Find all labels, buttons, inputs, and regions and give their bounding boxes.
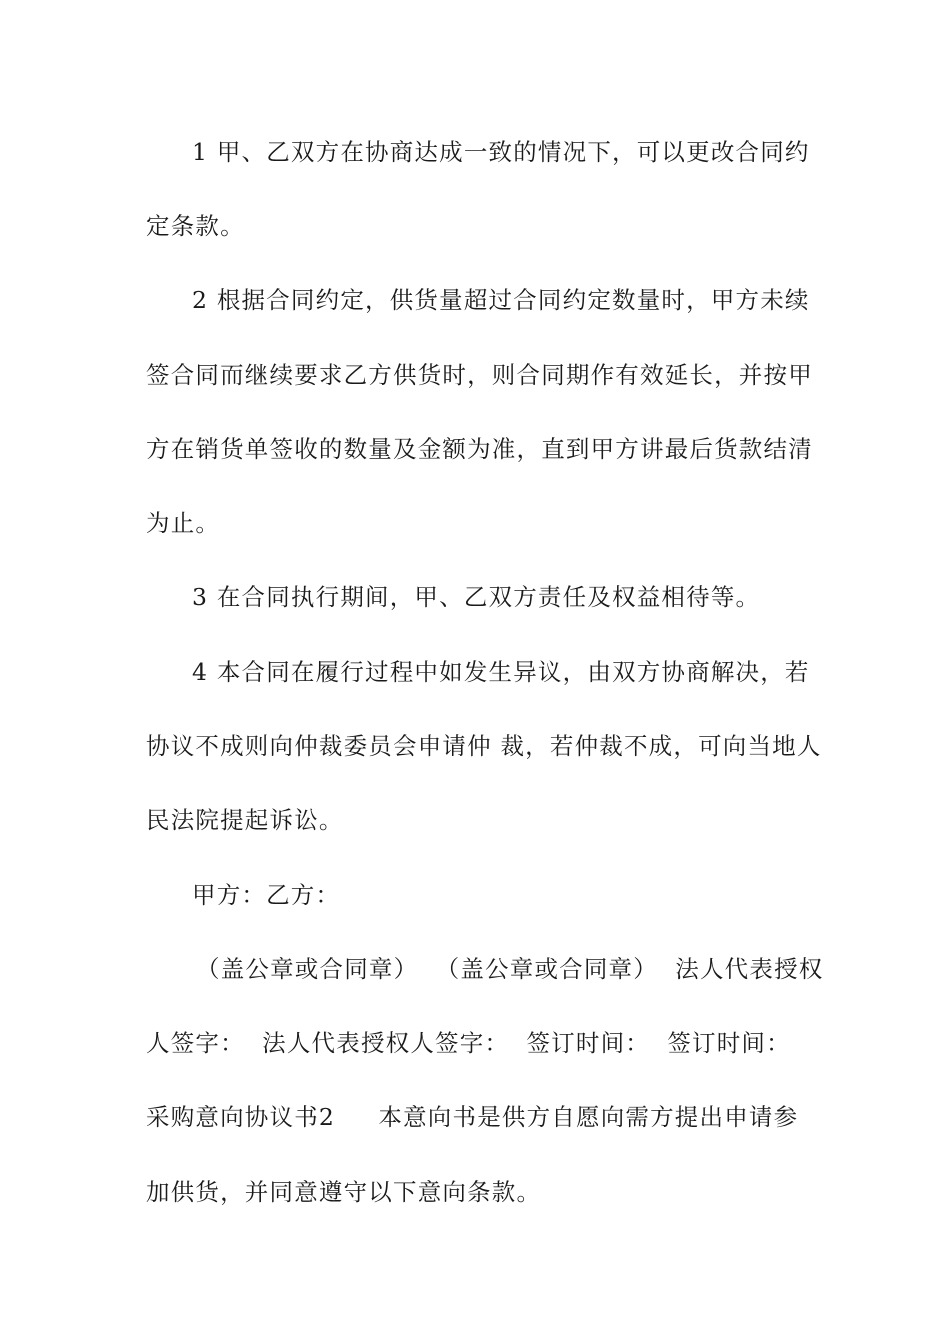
clause-3-line-1: 3 在合同执行期间，甲、乙双方责任及权益相待等。 bbox=[192, 583, 761, 611]
clause-1-line-1: 1 甲、乙双方在协商达成一致的情况下，可以更改合同约 bbox=[192, 138, 810, 166]
clause-4-line-2: 协议不成则向仲裁委员会申请仲 裁，若仲裁不成，可向当地人 bbox=[146, 732, 822, 760]
clause-4-line-3: 民法院提起诉讼。 bbox=[146, 806, 344, 834]
clause-2-line-4: 为止。 bbox=[146, 509, 221, 537]
clause-2-line-2: 签合同而继续要求乙方供货时，则合同期作有效延长，并按甲 bbox=[146, 361, 813, 389]
intent-letter-line-2: 加供货，并同意遵守以下意向条款。 bbox=[146, 1178, 542, 1206]
clause-2-line-3: 方在销货单签收的数量及金额为准，直到甲方讲最后货款结清 bbox=[146, 435, 813, 463]
clause-1-line-2: 定条款。 bbox=[146, 212, 245, 240]
seal-line: （盖公章或合同章） （盖公章或合同章） 法人代表授权 bbox=[196, 955, 824, 983]
clause-2-line-1: 2 根据合同约定，供货量超过合同约定数量时，甲方未续 bbox=[192, 286, 810, 314]
parties-line: 甲方：乙方： bbox=[192, 881, 341, 909]
clause-4-line-1: 4 本合同在履行过程中如发生异议，由双方协商解决，若 bbox=[192, 658, 810, 686]
intent-letter-line-1: 采购意向协议书2 本意向书是供方自愿向需方提出申请参 bbox=[146, 1103, 799, 1131]
signature-line: 人签字： 法人代表授权人签字： 签订时间： 签订时间： bbox=[146, 1029, 791, 1057]
